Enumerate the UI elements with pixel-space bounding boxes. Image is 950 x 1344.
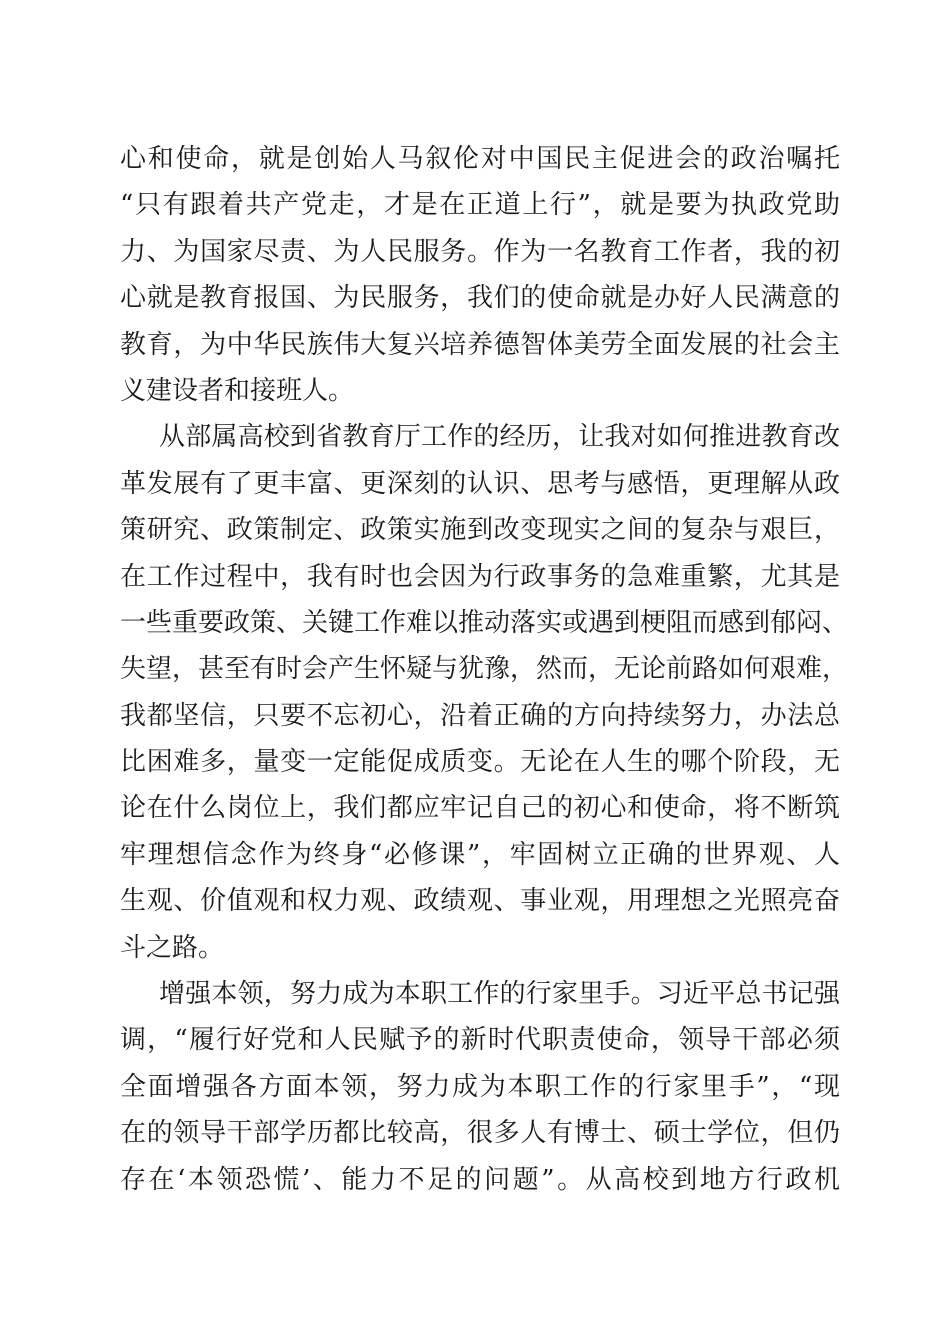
- text-line: 比困难多，量变一定能促成质变。无论在人生的哪个阶段，无: [120, 747, 840, 778]
- text-line: 在工作过程中，我有时也会因为行政事务的急难重繁，尤其是: [120, 561, 840, 592]
- text-line: 全面增强各方面本领，努力成为本职工作的行家里手”，“现: [120, 1071, 840, 1102]
- paragraph-2: [120, 414, 849, 971]
- text-line: 策研究、政策制定、政策实施到改变现实之间的复杂与艰巨，: [120, 515, 840, 546]
- text-line: 调，“履行好党和人民赋予的新时代职责使命，领导干部必须: [120, 1025, 840, 1056]
- text-line: 教育，为中华民族伟大复兴培养德智体美劳全面发展的社会主: [120, 329, 840, 360]
- text-line: 增强本领，努力成为本职工作的行家里手。习近平总书记强: [159, 979, 840, 1010]
- text-line: 心就是教育报国、为民服务，我们的使命就是办好人民满意的: [120, 283, 840, 314]
- text-line: “只有跟着共产党走，才是在正道上行”，就是要为执政党助: [120, 190, 840, 221]
- text-line: 一些重要政策、关键工作难以推动落实或遇到梗阻而感到郁闷、: [120, 607, 849, 638]
- text-line: 斗之路。: [120, 932, 225, 963]
- text-line: 心和使命，就是创始人马叙伦对中国民主促进会的政治嘱托: [120, 144, 840, 174]
- text-line: 论在什么岗位上，我们都应牢记自己的初心和使命，将不断筑: [120, 793, 840, 824]
- text-line: 生观、价值观和权力观、政绩观、事业观，用理想之光照亮奋: [120, 886, 840, 917]
- text-line: 牢理想信念作为终身“必修课”，牢固树立正确的世界观、人: [120, 839, 840, 870]
- text-line: 存在‘本领恐慌’、能力不足的问题”。从高校到地方行政机: [120, 1164, 840, 1195]
- body-text: [120, 136, 849, 1203]
- text-line: 革发展有了更丰富、更深刻的认识、思考与感悟，更理解从政: [120, 468, 840, 499]
- text-line: 在的领导干部学历都比较高，很多人有博士、硕士学位，但仍: [120, 1118, 840, 1149]
- text-line: 力、为国家尽责、为人民服务。作为一名教育工作者，我的初: [120, 236, 840, 267]
- text-line: 失望，甚至有时会产生怀疑与犹豫，然而，无论前路如何艰难，: [120, 654, 849, 685]
- text-line: 义建设者和接班人。: [120, 375, 355, 406]
- paragraph-1: [120, 136, 840, 414]
- text-line: 从部属高校到省教育厅工作的经历，让我对如何推进教育改: [159, 422, 840, 453]
- paragraph-3: [120, 971, 840, 1203]
- text-line: 我都坚信，只要不忘初心，沿着正确的方向持续努力，办法总: [120, 700, 840, 731]
